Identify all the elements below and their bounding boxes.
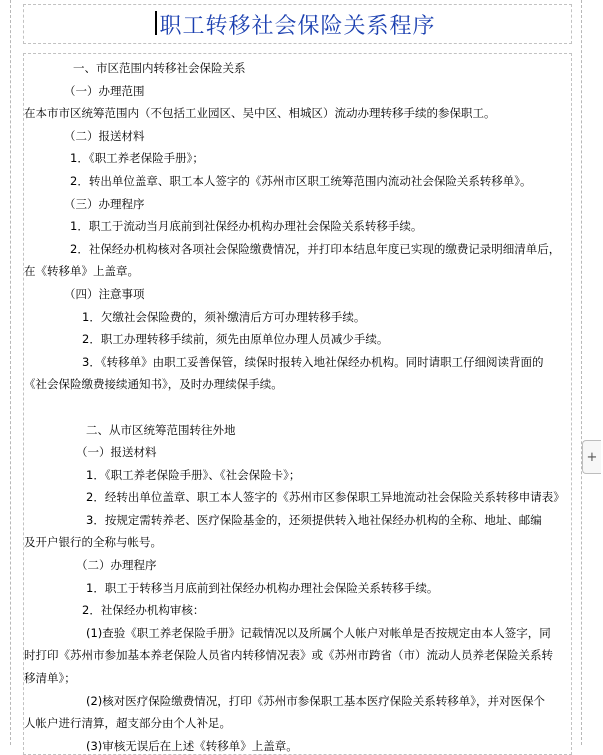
title-text-box[interactable] xyxy=(23,4,572,44)
plus-icon: + xyxy=(586,449,598,465)
paragraph-line: 二、从市区统筹范围转往外地 xyxy=(86,422,236,437)
blank-line xyxy=(24,396,571,419)
paragraph-line: 2．社保经办机构审核： xyxy=(82,603,205,618)
paragraph-line: 及开户银行的全称与帐号。 xyxy=(24,535,162,550)
paragraph-line: 2．转出单位盖章、职工本人签字的《苏州市区职工统筹范围内流动社会保险关系转移单》。 xyxy=(70,173,532,188)
paragraph-line: 2．社保经办机构核对各项社会保险缴费情况，并打印本结息年度已实现的缴费记录明细清单后， xyxy=(70,241,561,256)
paragraph-line: （四）注意事项 xyxy=(64,286,145,301)
paragraph-line: 1．欠缴社会保险费的，须补缴清后方可办理转移手续。 xyxy=(82,309,366,324)
paragraph-line: (2)核对医疗保险缴费情况，打印《苏州市参保职工基本医疗保险关系转移单》，并对医保个 xyxy=(86,693,546,708)
paragraph-line: （一）办理范围 xyxy=(64,83,145,98)
paragraph-line: （二）办理程序 xyxy=(76,558,157,573)
paragraph-line: 人帐户进行清算，超支部分由个人补足。 xyxy=(24,716,231,731)
paragraph-line: 1．职工于流动当月底前到社保经办机构办理社会保险关系转移手续。 xyxy=(70,219,423,234)
expand-panel-button[interactable] xyxy=(582,440,601,474)
body-text-box[interactable] xyxy=(23,53,572,755)
paragraph-line: 1．《职工养老保险手册》、《社会保险卡》； xyxy=(86,467,301,482)
paragraph-line: 1．《职工养老保险手册》； xyxy=(70,151,204,166)
paragraph-line: 在《转移单》上盖章。 xyxy=(24,264,139,279)
paragraph-line: 移清单》； xyxy=(24,671,76,686)
paragraph-line: 《社会保险缴费接续通知书》，及时办理续保手续。 xyxy=(24,377,283,392)
paragraph-line: 一、市区范围内转移社会保险关系 xyxy=(73,61,246,75)
paragraph-line: 3．《转移单》由职工妥善保管，续保时报转入地社保经办机构。同时请职工仔细阅读背面的 xyxy=(82,354,544,369)
paragraph-line: (1)查验《职工养老保险手册》记载情况以及所属个人帐户对帐单是否按规定由本人签字，同 xyxy=(86,625,551,640)
document-body xyxy=(24,57,571,755)
paragraph-line: 时打印《苏州市参加基本养老保险人员省内转移情况表》或《苏州市跨省（市）流动人员养老保险关系转 xyxy=(24,648,553,663)
paragraph-line: （三）办理程序 xyxy=(64,196,145,211)
page-margin-left xyxy=(10,0,11,745)
page-margin-right xyxy=(581,0,582,745)
document-title-text: 职工转移社会保险关系程序 xyxy=(159,13,436,39)
document-title xyxy=(159,9,435,40)
paragraph-line: 2．职工办理转移手续前，须先由原单位办理人员减少手续。 xyxy=(82,332,389,347)
paragraph-line: 2．经转出单位盖章、职工本人签字的《苏州市区参保职工异地流动社会保险关系转移申请表》 xyxy=(86,490,565,505)
paragraph-line: 3．按规定需转养老、医疗保险基金的，还须提供转入地社保经办机构的全称、地址、邮编 xyxy=(86,512,542,527)
paragraph-line: (3)审核无误后在上述《转移单》上盖章。 xyxy=(86,738,298,753)
paragraph-line: （二）报送材料 xyxy=(64,128,145,143)
paragraph-line: 1．职工于转移当月底前到社保经办机构办理社会保险关系转移手续。 xyxy=(86,580,439,595)
text-cursor xyxy=(155,11,157,35)
paragraph-line: 在本市市区统筹范围内（不包括工业园区、吴中区、相城区）流动办理转移手续的参保职工。 xyxy=(24,106,496,121)
paragraph-line: （一）报送材料 xyxy=(76,445,157,460)
